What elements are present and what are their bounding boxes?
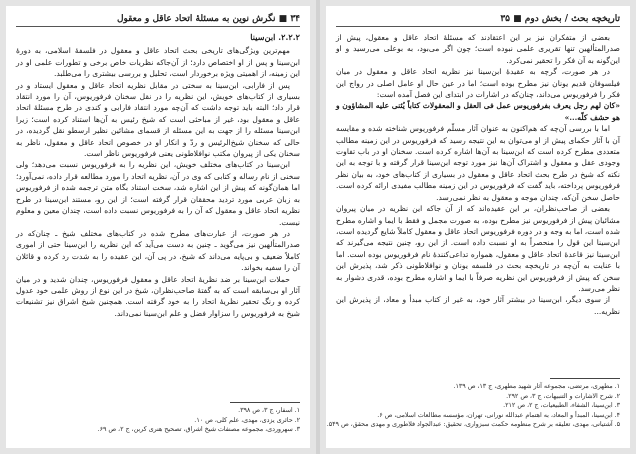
- paragraph: در هر صورت، از عبارت‌های مطرح شده در کتاب‌های مختلف شیخ ـ چنان‌که در صدرالمتألهین نیز می‌گوید ـ چنین به دست می‌آید که این نظریه را ابن‌سینا حتی از اموری کاملاً ضعیف و بی‌پایه می‌داند که شیخ، در پی آن، این عقیده را به شدت رد کرده و قائلان آن را سفیه بخواند.: [16, 228, 300, 273]
- paragraph: در هر صورت، گرچه به عقیدهٔ ابن‌سینا نیز نظریه اتحاد عاقل و معقول در میان فیلسوفان قدیم یونان نیز مطرح بوده است؛ اما در عین حال او عامل اصلی در رواج این فکر را فرفوریوس می‌داند، چنان‌که در اشارات در ابتدای این فصل آمده است:: [336, 67, 620, 100]
- paragraph: اما با بررسی آن‌چه که هم‌اکنون به عنوان آثار مسلّم فرفوریوس شناخته شده و مقایسه آن با آثار حکمای پیش از او می‌توان به این نتیجه رسید که فرفوریوس در این زمینه مطالب متعددی مطرح کرده است که ابن‌سینا به آن‌ها اشاره کرده است. سخنان او در باب تفاوت وجودی عقل و معقول و اشتراک آن‌ها نیز مورد توجه ابن‌سینا قرار گرفته و با توجه به این نکته که شیخ در طرح بحث اتحاد عاقل و معقول در بسیاری از کتاب‌های خود، به بیان نظر فرفوریوس پرداخته، باید گفت که فرفوریوس در این زمینه مطالب مفیدی ارائه کرده است. حاصل سخن آن‌که، چندان موجه و معقول به نظر نمی‌رسد.: [336, 124, 620, 202]
- footnote-separator: [230, 402, 300, 403]
- footnote: ۳. ابن‌سینا، الشفاء، الطبیعیات، ج ۲، ص ۲۱۲.: [503, 402, 620, 409]
- footnote: ۱. اسفار، ج ۳، ص ۳۹۸.: [238, 407, 300, 414]
- left-page-body: [16, 32, 300, 319]
- right-page-header: [336, 12, 620, 27]
- left-page-header: [16, 12, 300, 27]
- left-running-head: ۳۴ ■ نگرش نوین به مسئلهٔ اتحاد عاقل و معقول: [116, 14, 300, 24]
- left-footnotes: [16, 406, 300, 435]
- right-footnotes: [326, 382, 620, 430]
- left-page: [6, 6, 310, 448]
- paragraph: پس از فارابی، ابن‌سینا به سختی در مقابل نظریه اتحاد عاقل و معقول ایستاد و در بسیاری از کتاب‌های خویش، این نظریه را در نقل سخنان فرفوریوس، آن را مورد انتقاد قرار داد؛ البته باید توجه داشت که آن‌چه مورد انتقاد فارابی و کندی در طرح مسئلهٔ اتحاد عاقل و معقول بود، غیر از مباحثی است که شیخ رئیس به آن‌ها استناد کرده است؛ زیرا ابن‌سینا مسئله را از جهت به این مسئله از قسمای مشائین نظیر ارسطو نقل گردیده، در حالی که سخنان شیخ‌الرئیس و ردّ و انکار او در خصوص اتحاد عاقل و معقول، ناظر به سخنان یکی از پیروان مکتب نوافلاطونی یعنی فرفوریوس ناظر است.: [16, 80, 300, 159]
- right-page: [326, 6, 630, 448]
- section-heading: ۲.۲.۲. ابن‌سینا: [250, 32, 300, 42]
- paragraph: بعضی از صاحب‌نظران، بر این عقیده‌اند که از آن جاکه این نظریه در میان پیروان مشائیان پیش از فرفوریوس نیز مطرح بوده، به صورت مجمل و فقط با ایما و اشاره مطرح شده است، اما به وجه و در دوره فرفوریوس اتحاد عاقل و معقول کاملاً شایع گردیده است، ابن‌سینا این قول را منحصراً به او نسبت داده است. از این رو، چنین نتیجه می‌گیرند که ابن‌سینا نیز قاعدهٔ اتحاد عاقل و معقول، همواره تداعی‌کنندهٔ نام فرفوریوس بوده است. اما با عنایت به آن‌چه در تاریخچه بحث در فلسفه یونان و نوافلاطونی ذکر شد، پذیرش این سخن که پیش از فرفوریوس این نظریه صرفاً با ایما و اشاره مطرح بوده، قدری دشوار به نظر می‌رسد.: [336, 204, 620, 293]
- book-gutter: [316, 0, 320, 454]
- paragraph: بعضی از متفکران نیز بر این اعتقادند که مسئلهٔ اتحاد عاقل و معقول، پیش از صدرالمتألهین تنها تقریری علمی نبوده است؛ چون اگر می‌بود، به بوعلی می‌رسید و او این‌گونه به آن فکر را تحقیر نمی‌کرد.: [336, 33, 620, 65]
- footnote: ۲. حائری یزدی، مهدی، علم کلی، ص ۱۰.: [194, 416, 300, 424]
- right-page-body: [336, 32, 620, 317]
- footnote-separator: [550, 378, 620, 379]
- paragraph: حملات ابن‌سینا بر ضد نظریهٔ اتحاد عاقل و معقول فرفوریوس، چندان شدید و در میان آثار او بی‌سابقه است که به گفتهٔ صاحب‌نظران، شیخ در این نوع از روش علمی خود عدول کرده و رنگ تحقیر نظریهٔ اتحاد را به خود گرفته است. همچنین شیخ اشراق نیز تشنیعات شیخ به فرفوریوس را سزاوار فضل و علم ابن‌سینا نمی‌داند.: [16, 274, 300, 318]
- arabic-quote: «کان لهم رجل یعرف بفرفوریوس عمل فی العقل و المعقولات کتاباً یُثنی علیه المشاؤون و هو حشف کلّه...»: [335, 101, 620, 122]
- footnote: ۲. شرح الاشارات و التنبیهات، ج ۳، ص ۲۹۲.: [506, 392, 620, 400]
- footnote: ۵. آشتیانی، مهدی، تعلیقه بر شرح منظومه حکمت سبزواری، تحقیق: عبدالجواد فلاطوری و مهدی محقق، ص ۵۴۹.: [326, 421, 620, 428]
- footnote: ۳. سهروردی، مجموعه مصنفات شیخ اشراق، تصحیح هنری کربن، ج ۲، ص ۶۹.: [97, 426, 300, 433]
- footnote: ۱. مطهری، مرتضی، مجموعه آثار شهید مطهری، ج ۱۳، ص ۱۳۹.: [453, 383, 620, 390]
- right-running-head: تاریخچه بحث / بخش دوم ■ ۳۵: [500, 14, 620, 24]
- footnote: ۴. ابن‌سینا، المبدأ و المعاد، به اهتمام عبدالله نورانی، تهران، مؤسسه مطالعات اسلامی، ص ۶.: [377, 411, 620, 419]
- paragraph: ابن‌سینا در کتاب‌های مختلف خویش، این نظریه را به فرفوریوس نسبت می‌دهد؛ ولی سخنی از نام رساله و کتابی که وی در آن، نظریه اتحاد را مورد مطالعه قرار داده، نمی‌آورد؛ اما همان‌گونه که پیش از این اشاره شد، سخت استناد بگاه متن ترجمه شده از فرفوریوس به زبان عربی مورد تردید محققان قرار گرفته است؛ از این رو، مستند ابن‌سینا در طرح نظریه اتحاد عاقل و معقول که آن را به فرفوریوس نسبت داده است، چندان معین و معلوم نیست.: [16, 160, 300, 227]
- paragraph: مهم‌ترین ویژگی‌های تاریخی بحث اتحاد عاقل و معقول در فلسفهٔ اسلامی، به دورهٔ ابن‌سینا و پس از او اختصاص دارد؛ از آن‌جاکه نظریات خاص برخی و تطورات علمی او در این زمینه، از اهمیتی ویژه برخوردار است، تحلیل و بررسی بیشتری را می‌طلبد.: [16, 46, 300, 79]
- paragraph: از سوی دیگر، ابن‌سینا در بیشتر آثار خود، به غیر از کتاب مبدأ و معاد، از پذیرش این نظریه...: [336, 295, 620, 316]
